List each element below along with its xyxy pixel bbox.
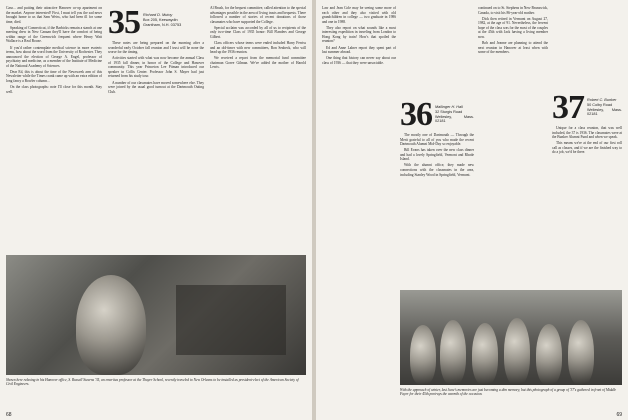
class-number: 37 <box>552 89 584 126</box>
left-column-3 <box>210 6 306 71</box>
paragraph: A number of our classmates have moved somewhere else. They were joined by the usual good turnout at the Dartmouth Outing Club. <box>108 80 204 94</box>
left-column-1 <box>6 6 102 96</box>
paragraph: Activities started with what was now become the annual Class of 1935 fall dinner, in honor of the College and Hanover community. This year Princeton Lee Pitman introduced our speaker in Collis Center. Professor John S. Mayer had just returned from his study tour. <box>108 56 204 79</box>
secretary-name: Richard D. Mutoy <box>143 13 173 17</box>
paragraph: Dear Ed, this is about the time of the Newsweek arm of this Newsletter while the Times crank came up with an extra edition of long fancy a Bowler column... <box>6 69 102 83</box>
bookshelf <box>176 285 286 355</box>
class-secretary-address <box>143 9 181 27</box>
photo-caption: With the approach of winter, last June's memories are just becoming a dim memory, but this photograph of a group of '37's gathered in front of Middle Fayer for their 45th portrays the warmth of the occasion. <box>400 388 617 397</box>
person-figure <box>440 320 466 385</box>
left-page <box>0 0 312 420</box>
right-column-1 <box>322 6 396 67</box>
class-heading-37 <box>552 89 622 126</box>
paragraph: These notes are being prepared on the morning after a wonderful early October fall reunion and I trust will be none the worse for the timing. <box>108 41 204 55</box>
address-line: Grantham, N.H. 03753 <box>143 22 182 27</box>
group-photo <box>400 290 622 385</box>
address-line: Box 205, Keewaydin <box>143 17 178 22</box>
right-column-2 <box>400 6 474 179</box>
paragraph: They also report on what sounds like a most interesting expedition in traveling from London to Hong Kong by train! How's that spoiled the reunion? <box>322 25 396 44</box>
class-secretary-address <box>587 94 622 117</box>
class-secretary-address <box>435 101 474 124</box>
paragraph: Law and Jean Cole may be seeing some more of each other and they also visited with old grandchildren in college — two graduate in 1986 and one in 1988. <box>322 6 396 24</box>
class-heading-36 <box>400 96 474 133</box>
paragraph: Bill Evans has taken over the new class dinner and had a lovely Springfield, Vermont and Rhode Island. <box>400 148 474 162</box>
paragraph: Speaking of Connecticut, if the Barbicks remain a stanch at one meeting drew in New Canaan they'll have the comfort of being within range of the Greenwich frequent where Henry Watt Wallace is a Real Booze. <box>6 25 102 44</box>
address-line: 32 Sturgis Road <box>435 109 463 114</box>
paragraph: On the class photographs: note I'll close for this month. Stay well. <box>6 85 102 94</box>
page-number: 69 <box>616 412 622 418</box>
page-number: 68 <box>6 412 12 418</box>
person-figure <box>568 320 594 385</box>
paragraph: One thing that history can never say about our class of 1936 — that they were unsociable. <box>322 56 396 65</box>
paragraph: Unique for a class reunion, that was well included, the 37 is 1936. The classmates were at the Bunker Alumni Fund and when we speak. <box>552 126 622 140</box>
person-figure <box>76 275 146 375</box>
paragraph: Dick then retired in Vermont on August 27, 1982, at the age of 91. Nevertheless, the fervent hope of the class was for the most of the couples at the 45th with Jack having a living member now. <box>478 16 548 39</box>
paragraph: The mostly one of Dartmouth — Through the Merit grateful to all of you who made the recent Dartmouth Alumni Mid-Day so enjoyable. <box>400 133 474 147</box>
paragraph: Ed and Anne Lalner report they spent part of last summer abroad. <box>322 45 396 55</box>
secretary-name: Mallinger H. Hall <box>435 105 463 109</box>
right-column-3 <box>478 6 548 56</box>
person-figure <box>410 325 436 385</box>
paragraph: Special acclaim was accorded by all of us to recipients of the only two-time Class of 1935 honor: Bill Flanders and George Gilbert. <box>210 25 306 39</box>
paragraph: If you'd rather contemplate medical science in more esoteric terms, how about the word from the University of Rochester. They announced the election of George A. Engel, professor of psychiatry and medicine, as a member of the Institute of Medicine of the National Academy of Sciences. <box>6 45 102 68</box>
paragraph: Class officers whose terms were ended included Harry Ferriss and an old-timer with new committees, Ron Seabeck, who will head up the 1936 reunion. <box>210 41 306 55</box>
address-line: Wellesley, Mass. 02181 <box>435 114 474 124</box>
paragraph: Al Brush, for the bequest committee, called attention to the special advantages possible in the area of living trusts and bequests. There followed a number of stories of recent donations of those classmates who have supported the College. <box>210 6 307 24</box>
paragraph: This means we're at the end of our first roll call as classes, and if we are the finished way to do a job, we'd be there. <box>552 141 622 155</box>
paragraph: With the alumni office, they made new connections with the classmates in the area, including Stanley Wood in Springfield, Vermont. <box>400 163 474 177</box>
paragraph: We received a report from the memorial fund committee chairman Goree Gilman. We've added the mother of Harold Lewis. <box>210 56 306 70</box>
photo-caption: Shown here relaxing in his Hanover office, S. Russell Stearns '35, an emeritus professor at the Thayer School, recently traveled to New Orleans to be installed as president-elect of the American Society of Civil Engineers. <box>6 378 299 387</box>
right-column-4 <box>552 6 622 156</box>
person-figure <box>472 323 498 385</box>
right-page <box>316 0 628 420</box>
person-figure <box>504 318 530 385</box>
secretary-name: Robert C. Bunker <box>587 98 617 102</box>
person-figure <box>536 324 562 385</box>
class-number: 36 <box>400 96 432 133</box>
left-column-2 <box>108 6 204 96</box>
paragraph: Caso... and putting their attractive Hanover co-op apartment on the market. Anyone interested? First, I must tell you the sad news brought home to us that Sam Weiss, who had been ill for some time, died. <box>6 6 102 24</box>
address-line: Wellesley, Mass. 02181 <box>587 107 622 117</box>
class-heading-35 <box>108 4 204 41</box>
address-line: 50 Colby Road <box>587 102 613 107</box>
class-number: 35 <box>108 4 140 41</box>
paragraph: Bob and Jeanne are planning to attend the next reunion in Hanover at least when with some of the members. <box>478 41 548 55</box>
office-photo <box>6 255 306 375</box>
paragraph: continued on to St. Stephens in New Brunswick, Canada, to visit his 86-year-old mother. <box>478 6 548 15</box>
